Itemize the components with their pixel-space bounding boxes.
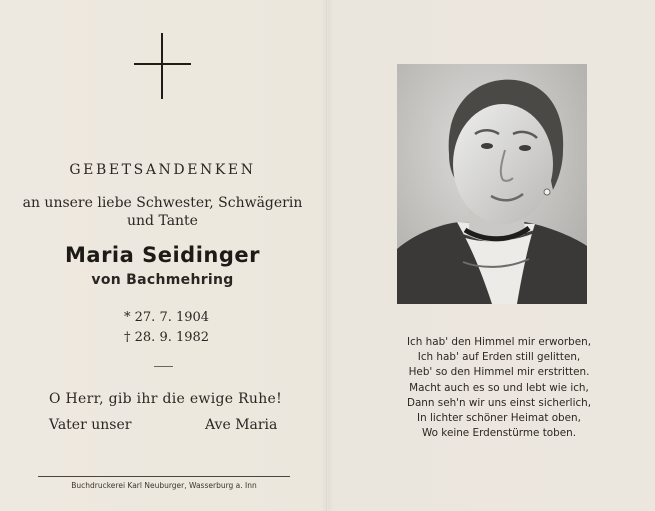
relation-line-2: und Tante <box>127 213 198 229</box>
origin: von Bachmehring <box>91 272 234 288</box>
poem <box>369 335 629 441</box>
vater-unser: Vater unser <box>49 417 132 433</box>
poem-line: Ich hab' auf Erden still gelitten, <box>417 351 581 364</box>
card-fold <box>326 0 328 511</box>
prayer-line: O Herr, gib ihr die ewige Ruhe! <box>49 391 283 407</box>
poem-line: Ich hab' den Himmel mir erworben, <box>406 336 592 348</box>
cross-icon-horizontal <box>134 63 191 65</box>
poem-line: Wo keine Erdenstürme toben. <box>421 427 577 440</box>
portrait-photo <box>397 64 587 304</box>
death-date: † 28. 9. 1982 <box>124 330 210 345</box>
birth-date: * 27. 7. 1904 <box>124 310 210 325</box>
portrait-illustration <box>397 64 587 304</box>
poem-line: Macht auch es so und lebt wie ich, <box>409 381 589 394</box>
deceased-name: Maria Seidinger <box>65 243 260 267</box>
footer-rule <box>38 476 290 477</box>
heading: GEBETSANDENKEN <box>69 162 256 178</box>
poem-line: Heb' so den Himmel mir erstritten. <box>408 366 590 379</box>
separator-line <box>154 366 173 367</box>
printer-credit: Buchdruckerei Karl Neuburger, Wasserburg a. Inn <box>71 481 257 490</box>
ave-maria: Ave Maria <box>205 417 278 433</box>
poem-line: In lichter schöner Heimat oben, <box>417 412 581 425</box>
relation-line-1: an unsere liebe Schwester, Schwägerin <box>22 195 303 211</box>
cross-icon-vertical <box>161 33 163 99</box>
poem-line: Dann seh'n wir uns einst sicherlich, <box>406 396 592 409</box>
